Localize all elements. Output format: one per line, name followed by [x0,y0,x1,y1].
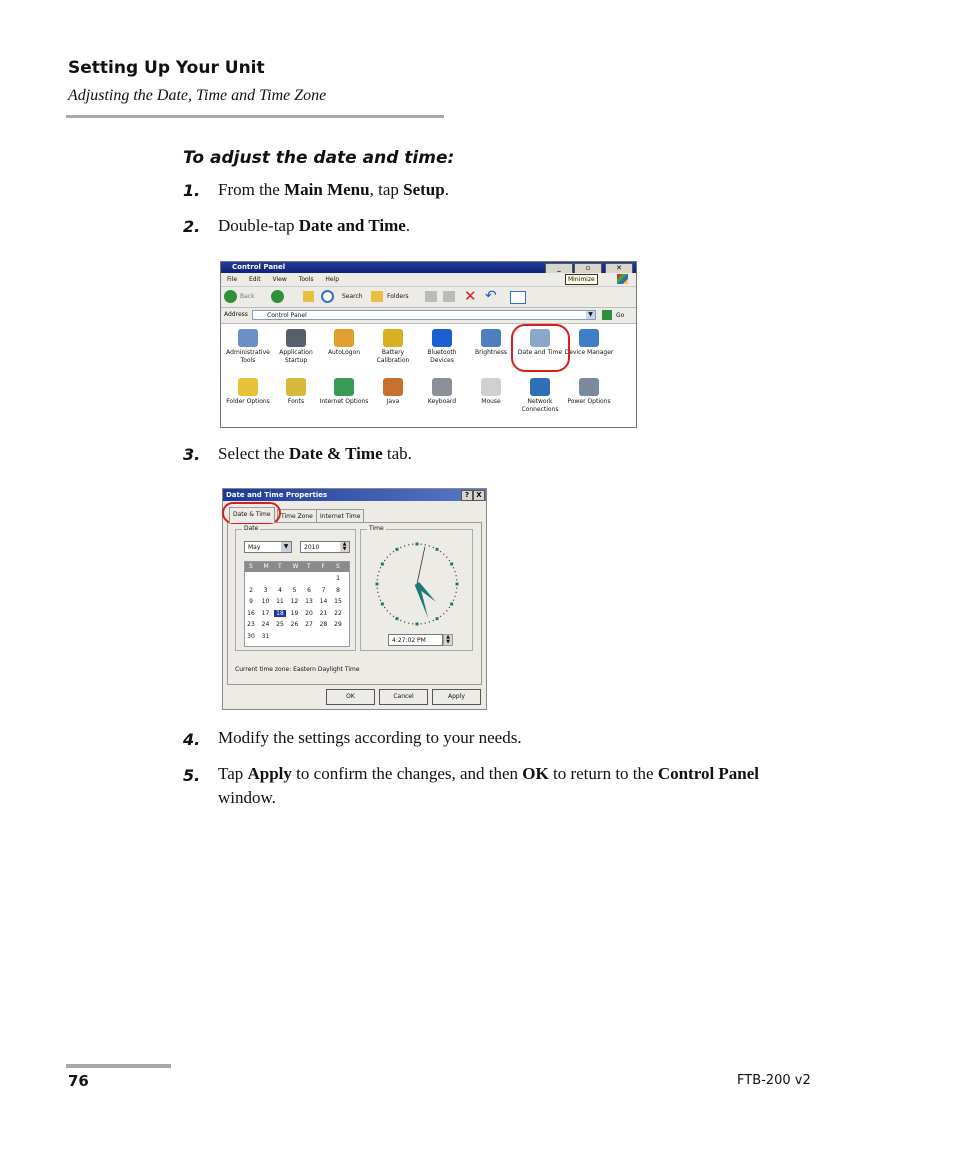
cp-item-label: Device Manager [564,349,614,356]
clock-minute-mark [387,557,388,558]
maximize-button[interactable]: ▫ [574,263,602,274]
cp-item-label: Java [386,398,400,405]
calendar-day[interactable]: 10 [261,598,270,605]
menu-help[interactable]: Help [325,276,340,283]
go-label[interactable]: Go [616,312,625,319]
cp-item-folder-options[interactable] [223,378,273,406]
clock-hour-mark [381,603,384,606]
cp-item-fonts[interactable] [271,378,321,406]
back-arrow-icon[interactable] [224,290,237,303]
cp-item-administrative-tools[interactable] [223,329,273,365]
cp-item-label: Internet Options [319,398,369,405]
cp-item-network-connections[interactable] [515,378,565,414]
footer-divider [66,1064,171,1068]
power-options-icon [579,378,599,396]
clock-minute-mark [425,623,426,624]
clock-minute-mark [384,607,385,608]
clock-hour-mark [381,563,384,566]
address-label: Address [224,311,248,318]
header-divider [66,115,444,118]
cp-item-application-startup[interactable] [271,329,321,365]
time-group [360,525,473,651]
section-title: Setting Up Your Unit [68,58,265,78]
fonts-icon [286,378,306,396]
cp-item-label: AutoLogon [327,349,361,356]
date-time-dialog [222,488,487,710]
clock-minute-mark [429,545,430,546]
calendar-day[interactable]: 2 [249,586,253,594]
step-text: Tap Apply to confirm the changes, and then OK to return to the Control Panel window. [218,764,760,807]
clock-minute-mark [453,600,454,601]
cp-item-label: Brightness [475,349,507,356]
close-button[interactable]: X [473,490,485,501]
views-icon[interactable] [510,291,526,304]
weekday-label: S [249,563,253,570]
step-number: 2. [183,217,201,236]
folder-options-icon [238,378,258,396]
clock-minute-mark [449,560,450,561]
clock-minute-mark [453,567,454,568]
cp-item-brightness[interactable] [466,329,516,357]
clock-minute-mark [377,588,378,589]
clock-minute-mark [377,592,378,593]
clock-minute-mark [456,575,457,576]
cp-item-internet-options[interactable] [319,378,369,406]
clock-hour-mark [456,583,459,586]
clock-minute-mark [400,620,401,621]
windows-logo-icon [617,274,628,284]
clock-minute-mark [408,623,409,624]
minimize-button[interactable]: _ [545,263,573,274]
folders-label[interactable]: Folders [387,293,409,300]
clock-minute-mark [446,557,447,558]
step-text: From the Main Menu, tap Setup. [218,180,449,199]
step-text: Double-tap Date and Time. [218,216,411,235]
back-label[interactable]: Back [240,293,255,300]
cp-item-autologon[interactable] [319,329,369,357]
address-field[interactable]: Control Panel [252,310,596,320]
ok-button[interactable]: OK [326,689,375,705]
brightness-icon [481,329,501,347]
administrative-tools-icon [238,329,258,347]
clock-hour-mark [416,543,419,546]
clock-minute-mark [429,621,430,622]
cp-item-label: Battery Calibration [376,349,410,364]
close-button[interactable]: ✕ [605,263,633,274]
clock-minute-mark [454,596,455,597]
date-group-label: Date [244,525,259,532]
address-bar [221,308,636,324]
calendar-day[interactable]: 23 [247,621,255,628]
calendar-day[interactable]: 13 [305,598,313,605]
autologon-icon [334,329,354,347]
clock-minute-mark [404,545,405,546]
clock-minute-mark [456,592,457,593]
cp-item-label: Mouse [481,398,501,405]
calendar-day[interactable]: 29 [334,621,342,628]
cp-item-label: Application Startup [279,349,313,364]
clock-hour-mark [396,617,399,620]
control-panel-screenshot [220,261,637,428]
calendar-day[interactable]: 28 [319,621,328,628]
calendar-day[interactable]: 14 [319,598,328,605]
device-manager-icon [579,329,599,347]
menu-file[interactable]: File [227,276,238,283]
month-dropdown-icon[interactable]: ▼ [281,542,291,552]
undo-icon[interactable]: ↶ [485,288,497,304]
cp-item-label: Network Connections [521,398,559,413]
network-connections-icon [530,378,550,396]
minimize-tooltip: Minimize [565,274,598,285]
cp-item-label: Date and Time [517,349,563,356]
cp-item-bluetooth-devices[interactable] [417,329,467,365]
step-number: 3. [183,445,201,464]
clock-hour-mark [396,548,399,551]
clock-hour-mark [450,603,453,606]
cp-item-battery-calibration[interactable] [368,329,418,365]
cp-item-java[interactable] [368,378,418,406]
clock-minute-mark [377,579,378,580]
dialog-titlebar [223,489,486,501]
time-field[interactable]: 4:27:02 PM [388,634,443,646]
cp-item-label: Keyboard [427,398,457,405]
cp-item-keyboard[interactable] [417,378,467,406]
window-title: Control Panel [232,263,286,271]
step-text: Select the Date & Time tab. [218,444,412,463]
calendar-weekday-header [245,562,349,572]
control-panel-items [221,324,636,419]
forward-arrow-icon[interactable] [271,290,284,303]
clock-minute-mark [393,616,394,617]
cp-item-label: Power Options [567,398,611,405]
clock-hour-mark [450,563,453,566]
apply-button[interactable]: Apply [432,689,481,705]
clock-second-hand [417,547,425,584]
mouse-icon [481,378,501,396]
calendar-day[interactable]: 12 [290,598,299,605]
time-spin-icon[interactable]: ▲ ▼ [443,634,453,646]
clock-minute-mark [456,588,457,589]
clock-hour-mark [436,617,439,620]
clock-minute-mark [456,579,457,580]
clock-minute-mark [400,547,401,548]
clock-minute-mark [390,613,391,614]
clock-minute-mark [440,616,441,617]
menu-view[interactable]: View [272,276,287,283]
procedure-title: To adjust the date and time: [183,148,455,168]
cp-item-label: Fonts [287,398,305,405]
section-subtitle: Adjusting the Date, Time and Time Zone [68,87,327,104]
cp-item-label: Administrative Tools [226,349,270,364]
weekday-label: M [263,563,269,570]
search-label[interactable]: Search [342,293,363,300]
calendar-day[interactable]: 31 [261,632,270,640]
calendar-day[interactable]: 19 [290,609,299,617]
step-number: 4. [183,730,201,749]
cp-item-power-options[interactable] [564,378,614,406]
weekday-label: S [336,563,340,570]
calendar-day[interactable]: 17 [261,609,270,617]
tab-internet-time[interactable]: Internet Time [316,509,364,523]
calendar-day[interactable]: 3 [263,586,268,594]
highlight-circle [511,324,570,372]
step-number: 1. [183,181,201,200]
folders-icon[interactable] [371,291,383,302]
calendar-day[interactable]: 24 [261,621,270,628]
control-panel-titlebar [221,262,636,273]
calendar-day[interactable]: 4 [278,586,282,594]
calendar-day[interactable]: 16 [247,609,255,617]
calendar-day[interactable]: 1 [336,575,340,582]
search-icon[interactable] [321,290,334,303]
document-id: FTB-200 v2 [737,1073,811,1088]
calendar-day[interactable]: 11 [276,598,284,605]
clock-minute-mark [443,613,444,614]
clock-minute-mark [454,571,455,572]
tab-date-time[interactable]: Date & Time [229,507,275,523]
calendar-day[interactable]: 21 [319,609,328,617]
weekday-label: F [321,563,325,570]
menu-tools[interactable]: Tools [298,276,314,283]
clock-minute-mark [378,571,379,572]
clock-minute-mark [433,547,434,548]
current-timezone: Current time zone: Eastern Daylight Time [235,666,360,673]
keyboard-icon [432,378,452,396]
calendar-day[interactable]: 15 [334,598,342,605]
clock-minute-mark [387,610,388,611]
weekday-label: T [278,563,282,570]
calendar-day[interactable]: 9 [249,598,253,605]
clock-hour-mark [436,548,439,551]
go-arrow-icon[interactable] [602,310,612,320]
calendar-day[interactable]: 27 [305,621,313,628]
bluetooth-devices-icon [432,329,452,347]
clock-minute-mark [440,551,441,552]
analog-clock [367,536,467,632]
clock-minute-mark [421,623,422,624]
clock-hour-mark [416,623,419,626]
clock-minute-mark [408,544,409,545]
cp-item-label: Folder Options [226,398,270,405]
calendar-day[interactable]: 26 [290,621,299,628]
clock-minute-mark [433,620,434,621]
calendar-day[interactable]: 5 [292,586,297,594]
battery-calibration-icon [383,329,403,347]
internet-options-icon [334,378,354,396]
date-group [235,525,356,651]
calendar-day[interactable]: 30 [247,632,255,640]
help-button[interactable]: ? [461,490,473,501]
clock-minute-mark [378,596,379,597]
clock-minute-mark [380,567,381,568]
weekday-label: W [292,563,299,570]
clock-minute-mark [421,544,422,545]
application-startup-icon [286,329,306,347]
move-to-icon[interactable] [425,291,437,302]
month-select[interactable]: May [244,541,292,553]
cp-item-mouse[interactable] [466,378,516,406]
clock-minute-mark [412,544,413,545]
weekday-label: T [307,563,311,570]
clock-minute-mark [425,544,426,545]
dialog-title: Date and Time Properties [226,491,328,499]
copy-to-icon[interactable] [443,291,455,302]
step-text: Modify the settings according to your needs. [218,728,522,747]
menu-bar [221,273,636,287]
cancel-button[interactable]: Cancel [379,689,428,705]
cp-item-label: Bluetooth Devices [427,349,457,364]
calendar-day[interactable]: 20 [305,609,313,617]
delete-icon[interactable]: ✕ [464,287,477,305]
calendar-day[interactable]: 8 [336,586,340,594]
clock-minute-mark [390,554,391,555]
clock-minute-mark [449,607,450,608]
clock-minute-mark [393,551,394,552]
year-spin-icon[interactable]: ▲ ▼ [340,542,349,552]
address-dropdown-icon[interactable]: ▼ [586,311,595,319]
page-number: 76 [68,1072,89,1090]
clock-hour-mark [376,583,379,586]
calendar-day[interactable]: 18 [274,610,286,617]
tab-time-zone[interactable]: Time Zone [277,509,317,523]
clock-minute-mark [412,623,413,624]
clock-minute-mark [380,600,381,601]
calendar-day[interactable]: 7 [321,586,326,594]
java-icon [383,378,403,396]
clock-minute-mark [404,621,405,622]
clock-minute-mark [377,575,378,576]
calendar-day[interactable]: 22 [334,609,342,617]
calendar-grid [244,561,350,647]
menu-edit[interactable]: Edit [248,276,261,283]
clock-minute-mark [446,610,447,611]
step-number: 5. [183,766,201,785]
clock-minute-mark [443,554,444,555]
clock-minute-mark [384,560,385,561]
year-spinner[interactable]: 2010 [300,541,350,553]
time-group-label: Time [369,525,384,532]
up-folder-icon[interactable] [303,291,314,302]
toolbar [221,287,636,308]
cp-item-device-manager[interactable] [564,329,614,357]
calendar-day[interactable]: 6 [307,586,311,594]
calendar-day[interactable]: 25 [276,621,284,628]
